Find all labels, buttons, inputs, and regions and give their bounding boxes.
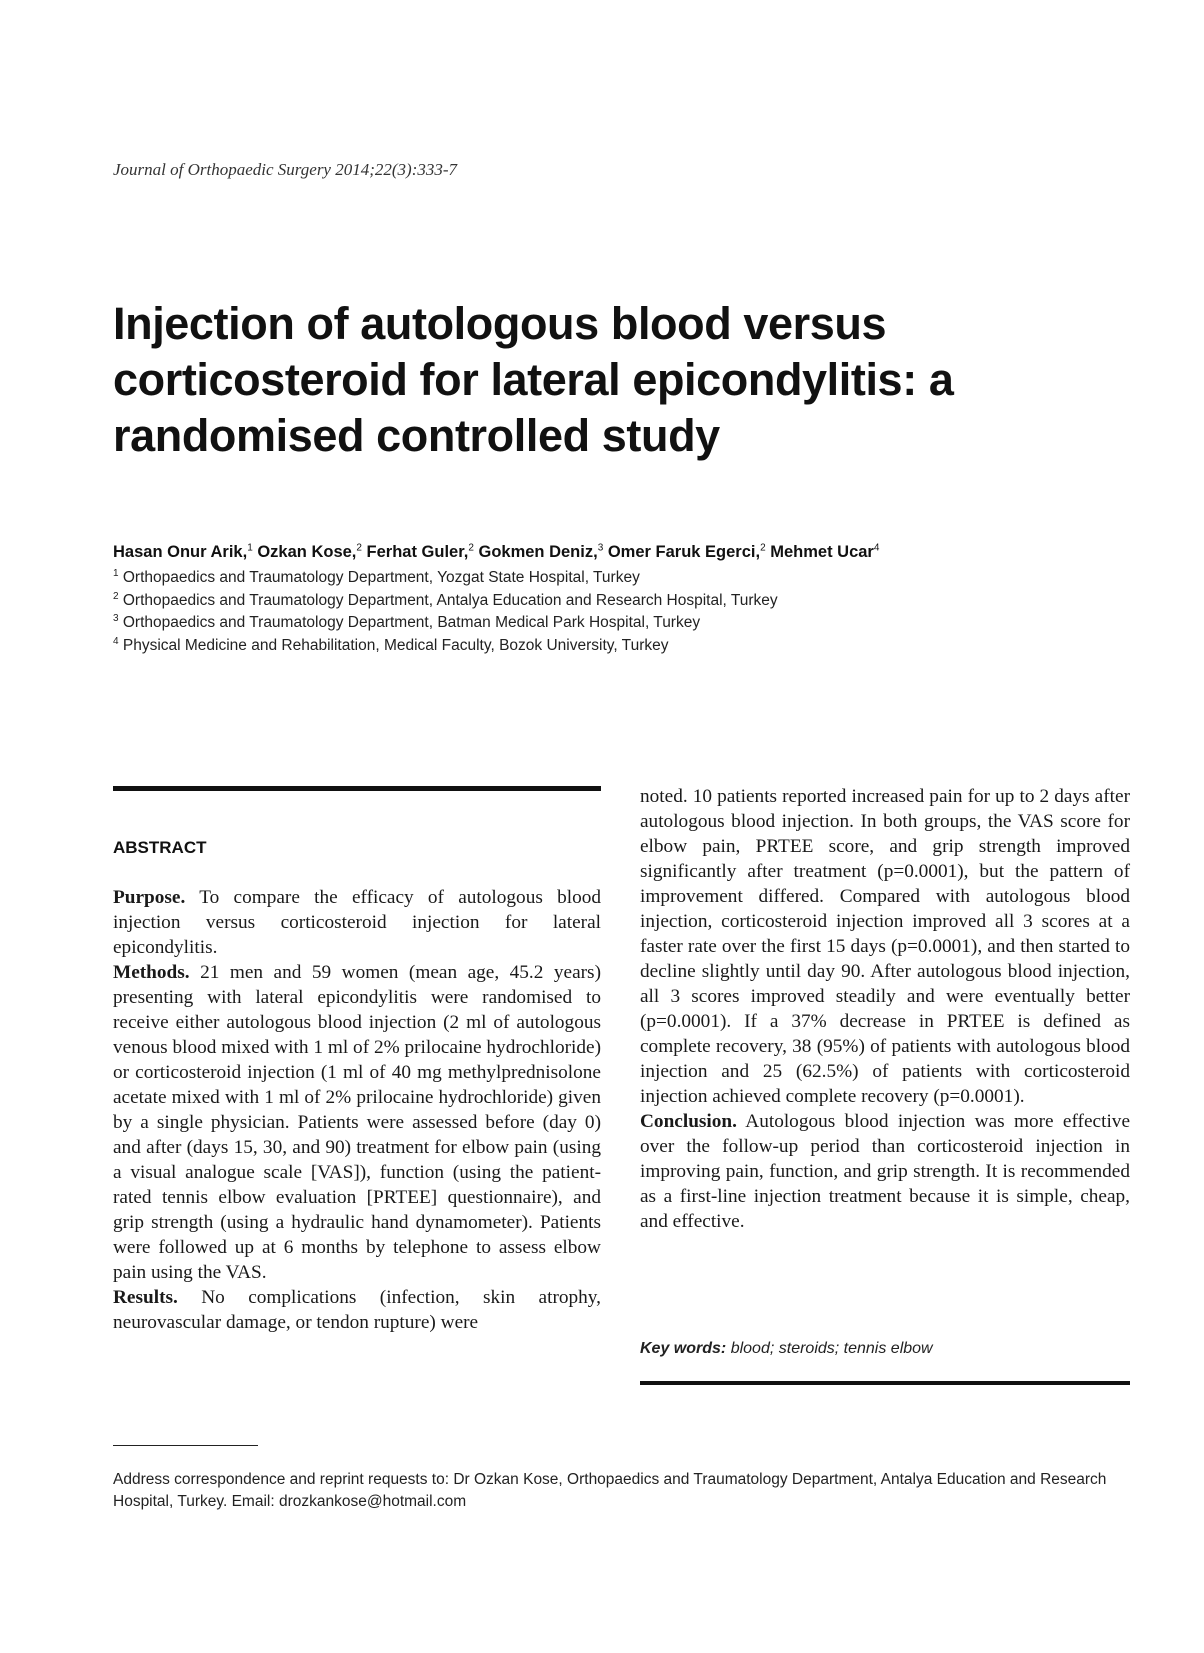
article-title: Injection of autologous blood versus corticosteroid for lateral epicondylitis: a randomised controlled study xyxy=(113,298,954,461)
affiliation-list xyxy=(113,567,778,657)
keywords-label: Key words: xyxy=(640,1340,727,1357)
abstract-results-continued xyxy=(640,784,1130,1109)
affiliation-item xyxy=(113,635,778,658)
affiliation-number: 4 xyxy=(113,635,119,647)
journal-citation: Journal of Orthopaedic Surgery 2014;22(3):333-7 xyxy=(113,160,458,179)
affiliation-item xyxy=(113,590,778,613)
abstract-top-rule xyxy=(113,786,601,791)
affiliation-text: Physical Medicine and Rehabilitation, Medical Faculty, Bozok University, Turkey xyxy=(122,636,669,654)
author-name: Mehmet Ucar xyxy=(770,543,874,561)
abstract-bottom-rule xyxy=(640,1381,1130,1385)
abstract-right-column xyxy=(640,784,1130,1234)
results-text-continued: noted. 10 patients reported increased pain for up to 2 days after autologous blood injection. In both groups, the VAS score for elbow pain, PRTEE score, and grip strength improved significantly after treatment (p=0.0001), but the pattern of improvement differed. Compared with autologous blood injection, corticosteroid injection improved all 3 scores at a faster rate over the first 15 days (p=0.0001), and then started to decline slightly until day 90. After autologous blood injection, all 3 scores improved steadily and were eventually better (p=0.0001). If a 37% decrease in PRTEE is defined as complete recovery, 38 (95%) of patients with autologous blood injection and 25 (62.5%) of patients with corticosteroid injection achieved complete recovery (p=0.0001). xyxy=(640,786,1130,1107)
author-list xyxy=(113,543,879,562)
author-affiliation-marker: 2 xyxy=(356,542,362,554)
affiliation-number: 3 xyxy=(113,612,119,624)
affiliation-text: Orthopaedics and Traumatology Department, Batman Medical Park Hospital, Turkey xyxy=(122,614,701,631)
affiliation-item xyxy=(113,567,778,590)
author-affiliation-marker: 1 xyxy=(247,542,253,554)
author-affiliation-marker: 2 xyxy=(468,542,474,554)
methods-text: 21 men and 59 women (mean age, 45.2 years) presenting with lateral epicondylitis were randomised to receive either autologous blood injection (2 ml of autologous venous blood mixed with 1 ml of 2% prilocaine hydrochloride) or corticosteroid injection (1 ml of 40 mg methylprednisolone acetate mixed with 1 ml of 2% prilocaine hydrochloride) given by a single physician. Patients were assessed before (day 0) and after (days 15, 30, and 90) treatment for elbow pain (using a visual analogue scale [VAS]), function (using the patient-rated tennis elbow evaluation [PRTEE] questionnaire), and grip strength (using a hydraulic hand dynamometer). Patients were followed up at 6 months by telephone to assess elbow pain using the VAS. xyxy=(113,962,601,1283)
methods-label: Methods. xyxy=(113,962,190,983)
author-affiliation-marker: 3 xyxy=(597,542,604,554)
author-name: Hasan Onur Arik, xyxy=(113,543,248,561)
keywords-text: blood; steroids; tennis elbow xyxy=(730,1340,933,1357)
conclusion-label: Conclusion. xyxy=(640,1111,737,1132)
author-name: Ozkan Kose, xyxy=(257,543,357,561)
affiliation-text: Orthopaedics and Traumatology Department, Yozgat State Hospital, Turkey xyxy=(122,569,640,586)
results-text-start: No complications (infection, skin atrophy, neurovascular damage, or tendon rupture) were xyxy=(113,1287,601,1333)
abstract-methods xyxy=(113,960,601,1285)
author-affiliation-marker: 4 xyxy=(873,542,880,554)
conclusion-text: Autologous blood injection was more effective over the follow-up period than corticosteroid injection in improving pain, function, and grip strength. It is recommended as a first-line injection treatment because it is simple, cheap, and effective. xyxy=(640,1111,1130,1232)
results-label: Results. xyxy=(113,1287,178,1308)
affiliation-number: 2 xyxy=(113,590,119,602)
abstract-purpose xyxy=(113,885,601,960)
abstract-left-column xyxy=(113,885,601,1335)
abstract-conclusion xyxy=(640,1109,1130,1234)
keywords xyxy=(640,1340,933,1358)
correspondence-footnote: Address correspondence and reprint requests to: Dr Ozkan Kose, Orthopaedics and Traumatology Department, Antalya Education and Research Hospital, Turkey. Email: drozkankose@hotmail.com xyxy=(113,1471,1107,1510)
abstract-heading: ABSTRACT xyxy=(113,838,207,857)
purpose-label: Purpose. xyxy=(113,887,186,908)
abstract-results-start xyxy=(113,1285,601,1335)
affiliation-text: Orthopaedics and Traumatology Department, Antalya Education and Research Hospital, Turkey xyxy=(122,591,778,609)
purpose-text: To compare the efficacy of autologous blood injection versus corticosteroid injection for lateral epicondylitis. xyxy=(113,887,601,958)
author-affiliation-marker: 2 xyxy=(760,542,766,554)
author-name: Gokmen Deniz, xyxy=(478,543,598,561)
affiliation-item xyxy=(113,612,778,635)
author-name: Ferhat Guler, xyxy=(366,543,469,561)
affiliation-number: 1 xyxy=(113,567,119,579)
footnote-rule xyxy=(113,1445,258,1446)
author-name: Omer Faruk Egerci, xyxy=(607,543,761,561)
